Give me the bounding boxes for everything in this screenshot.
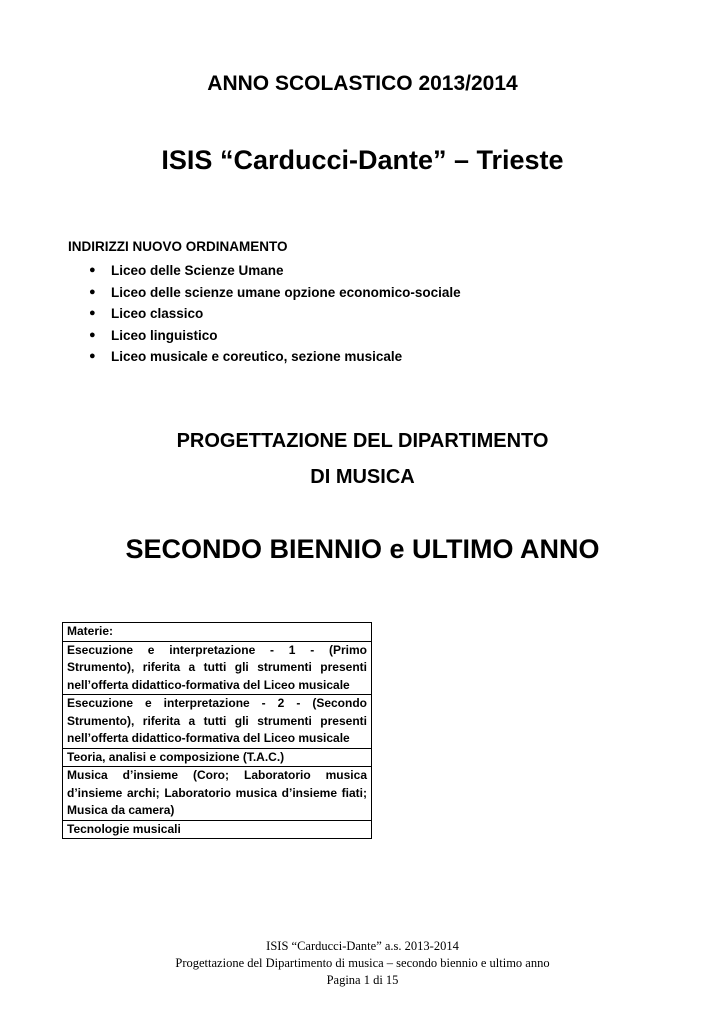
table-row [63,820,372,839]
list-item [68,260,668,282]
list-item-label: Liceo classico [111,306,204,321]
table-header-cell: Materie: [63,623,372,642]
table-cell: Esecuzione e interpretazione - 1 - (Primo Strumento), riferita a tutti gli strumenti presenti nell’offerta didattico-formativa del Liceo musicale [63,641,372,695]
subjects-table [62,622,372,839]
tracks-list [68,260,668,368]
list-item-label: Liceo delle scienze umane opzione economico-sociale [111,284,461,300]
list-item [68,303,668,325]
school-year-heading: ANNO SCOLASTICO 2013/2014 [207,72,518,95]
footer-line1: ISIS “Carducci-Dante” a.s. 2013-2014 [266,939,459,953]
list-item [68,325,668,347]
table-header-row [63,623,372,642]
list-item [68,346,668,368]
list-item-label: Liceo musicale e coreutico, sezione musicale [111,349,403,364]
biennio-title: SECONDO BIENNIO e ULTIMO ANNO [125,534,600,564]
department-title-line1: PROGETTAZIONE DEL DIPARTIMENTO [176,430,549,452]
table-cell: Tecnologie musicali [63,820,372,839]
bullet-icon: ● [89,285,96,298]
school-title: ISIS “Carducci-Dante” – Trieste [161,145,564,175]
department-title-line2: DI MUSICA [310,466,415,488]
table-row [63,748,372,767]
bullet-icon: ● [89,264,96,276]
tracks-section [68,238,668,368]
bullet-icon: ● [89,328,96,341]
table-row [63,641,372,695]
table-row [63,695,372,749]
table-row [63,767,372,821]
table-cell: Esecuzione e interpretazione - 2 - (Secondo Strumento), riferita a tutti gli strumenti presenti nell’offerta didattico-formativa del Liceo musicale [63,695,372,749]
list-item [68,282,668,304]
bullet-icon: ● [89,350,96,362]
footer-line2: Progettazione del Dipartimento di musica – secondo biennio e ultimo anno [175,956,550,970]
bullet-icon: ● [89,307,96,319]
footer-page-number: Pagina 1 di 15 [326,973,399,987]
list-item-label: Liceo delle Scienze Umane [111,263,284,278]
table-cell: Teoria, analisi e composizione (T.A.C.) [63,748,372,767]
table-cell: Musica d’insieme (Coro; Laboratorio musica d’insieme archi; Laboratorio musica d’insieme fiati; Musica da camera) [63,767,372,821]
page-footer [0,938,725,989]
tracks-title: INDIRIZZI NUOVO ORDINAMENTO [68,239,288,254]
list-item-label: Liceo linguistico [111,327,218,343]
